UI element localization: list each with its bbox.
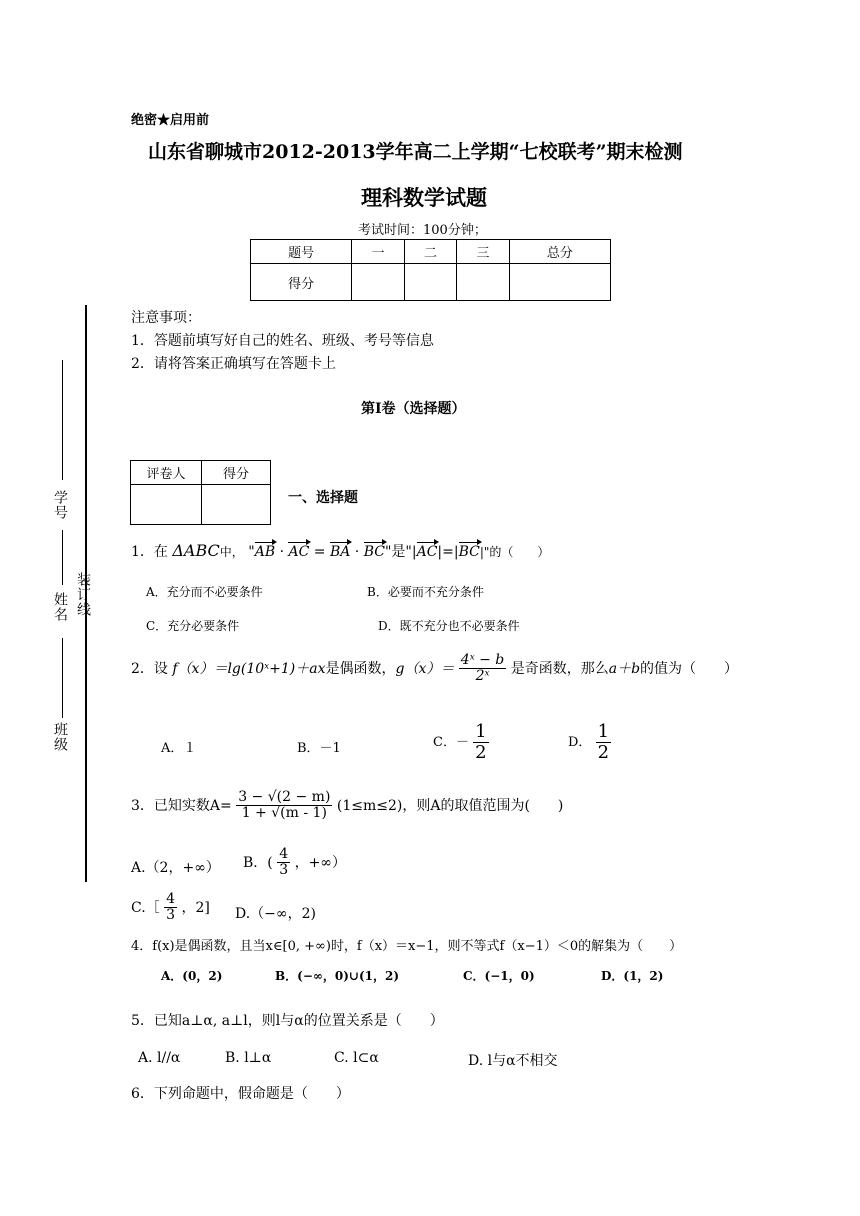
q1-mid: |=| (437, 544, 459, 560)
q2-end: 的值为（ ） (640, 660, 739, 677)
q5-option-d[interactable]: D. l与α不相交 (468, 1053, 558, 1069)
q2-option-a[interactable]: A．１ (161, 741, 197, 756)
q5-option-c[interactable]: C. l⊂α (334, 1050, 379, 1066)
question-6-stem: 6．下列命题中，假命题是（ ） (131, 1086, 350, 1102)
score-cell[interactable] (404, 264, 457, 301)
q1-equals: = (313, 544, 326, 560)
q2-g-num: 4ˣ − b (460, 652, 505, 668)
q2-ab: a＋b (608, 660, 641, 677)
vector-ab: AB (254, 544, 276, 560)
score-cell[interactable] (509, 264, 610, 301)
q3-num: 3 − √(2 − m) (238, 789, 331, 805)
score-cell[interactable] (457, 264, 510, 301)
q2-g-fraction (459, 653, 506, 685)
q1-option-c[interactable]: C．充分必要条件 (146, 619, 240, 633)
q2-d-num: 1 (597, 721, 610, 742)
number-label: 学号 (52, 490, 68, 520)
vector-ac-abs: AC (416, 544, 438, 560)
name-label: 姓名 (52, 592, 68, 622)
q1-quote-open: " (248, 544, 255, 560)
q1-shi: "是"| (384, 544, 417, 560)
name-underline (62, 530, 63, 585)
q4-option-d[interactable]: D．(1，2) (601, 969, 664, 983)
q1-triangle: ΔABC (172, 541, 220, 560)
grader-table (130, 460, 271, 525)
q3-option-d[interactable]: D.（−∞，2) (235, 906, 316, 922)
vector-ba: BA (329, 544, 351, 560)
score-table (250, 239, 611, 301)
question-1-stem (131, 541, 549, 561)
q2-pre: 2．设 (131, 660, 168, 677)
q1-dot: · (279, 544, 285, 560)
q5-option-b[interactable]: B. l⊥α (225, 1050, 272, 1066)
q1-option-a[interactable]: A．充分而不必要条件 (146, 585, 263, 599)
q1-option-d[interactable]: D．既不充分也不必要条件 (378, 619, 520, 633)
q3-c-tail: ，2] (181, 899, 210, 916)
q3-b-tail: ，+∞） (294, 854, 346, 871)
q4-option-a[interactable]: A．(0，2) (161, 969, 223, 983)
vector-bc: BC (363, 544, 385, 560)
q3-c-num: 4 (166, 891, 176, 907)
q2-c-fraction (473, 722, 488, 763)
q2-f-def: f（x）＝lg(10ˣ+1)＋ax (172, 660, 326, 677)
q2-d-pre: D． (568, 734, 592, 750)
q2-mid: 是偶函数， (325, 660, 396, 677)
q3-b-pre: B．( (243, 854, 273, 871)
score-table-header-cell: 二 (404, 240, 457, 264)
secret-label: 绝密★启用前 (131, 113, 210, 128)
vector-bc-abs: BC (458, 544, 480, 560)
score-table-row-label: 得分 (251, 264, 352, 301)
page-subtitle: 理科数学试题 (361, 185, 487, 210)
q3-fraction (236, 790, 332, 822)
q3-option-b[interactable] (243, 847, 346, 879)
binding-line-label: 装订线 (75, 572, 91, 617)
q1-option-b[interactable]: B．必要而不充分条件 (367, 585, 484, 599)
q3-b-den: 3 (279, 862, 289, 879)
notes-title: 注意事项： (131, 310, 201, 326)
q2-option-c[interactable] (433, 722, 489, 763)
page-title: 山东省聊城市2012-2013学年高二上学期“七校联考”期末检测 (148, 141, 683, 163)
q3-pre: 3．已知实数A= (131, 797, 232, 814)
q3-cond: (1≤m≤2)，则A的取值范围为( ) (336, 797, 564, 814)
number-underline (62, 360, 63, 480)
score-table-header-cell: 题号 (251, 240, 352, 264)
q5-option-a[interactable]: A. l//α (138, 1050, 181, 1066)
question-2-stem (131, 653, 738, 685)
q3-b-fraction (277, 847, 290, 879)
grader-cell[interactable] (131, 485, 202, 525)
q2-c-num: 1 (475, 721, 487, 742)
q2-g-den: 2ˣ (475, 668, 490, 685)
section-title: 第Ⅰ卷（选择题） (361, 401, 466, 417)
note-item: 1．答题前填写好自己的姓名、班级、考号等信息 (131, 333, 434, 349)
class-label: 班级 (52, 722, 68, 752)
q4-option-b[interactable]: B．(−∞，0)∪(1，2) (275, 969, 400, 983)
q2-d-den: 2 (597, 741, 610, 763)
q2-c-pre: C．－ (433, 734, 469, 750)
score-table-header-cell: 总分 (509, 240, 610, 264)
q3-c-den: 3 (166, 907, 176, 924)
score-table-header-cell: 一 (352, 240, 405, 264)
section-heading: 一、选择题 (288, 490, 358, 506)
q1-tail: |"的（ ） (479, 545, 550, 559)
q2-tail: 是奇函数，那么 (510, 660, 609, 677)
score-cell[interactable] (352, 264, 405, 301)
class-underline (62, 638, 63, 718)
q2-option-d[interactable] (568, 722, 611, 763)
q3-c-fraction (164, 892, 177, 924)
q3-b-num: 4 (279, 846, 289, 862)
grader-header-cell: 得分 (202, 461, 271, 485)
q4-option-c[interactable]: C．(−1，0) (463, 969, 535, 983)
q2-d-fraction (596, 722, 611, 763)
exam-time: 考试时间：100分钟； (358, 223, 487, 238)
q3-option-c[interactable] (131, 892, 210, 924)
q1-num: 1．在 (131, 544, 168, 560)
note-item: 2．请将答案正确填写在答题卡上 (131, 356, 336, 372)
vector-ac: AC (288, 544, 310, 560)
grader-cell[interactable] (202, 485, 271, 525)
grader-header-cell: 评卷人 (131, 461, 202, 485)
score-table-header-cell: 三 (457, 240, 510, 264)
q3-option-a[interactable]: A.（2，+∞） (131, 860, 220, 876)
question-5-stem: 5．已知a⊥α, a⊥l，则l与α的位置关系是（ ） (131, 1013, 444, 1029)
q2-c-den: 2 (475, 741, 487, 763)
question-4-stem: 4．f(x)是偶函数，且当x∈[0, +∞)时，f（x）＝x−1，则不等式f（x−1）＜0的解集为（ ） (131, 939, 683, 954)
q3-c-pre: C.［ (131, 899, 160, 916)
question-3-stem (131, 790, 563, 822)
q3-den: 1 + √(m - 1) (241, 805, 327, 822)
q2-g-def: g（x）＝ (395, 660, 455, 677)
q2-option-b[interactable]: B．－1 (297, 741, 341, 756)
q1-dot: · (354, 544, 360, 560)
q1-zhong: 中， (219, 545, 244, 559)
